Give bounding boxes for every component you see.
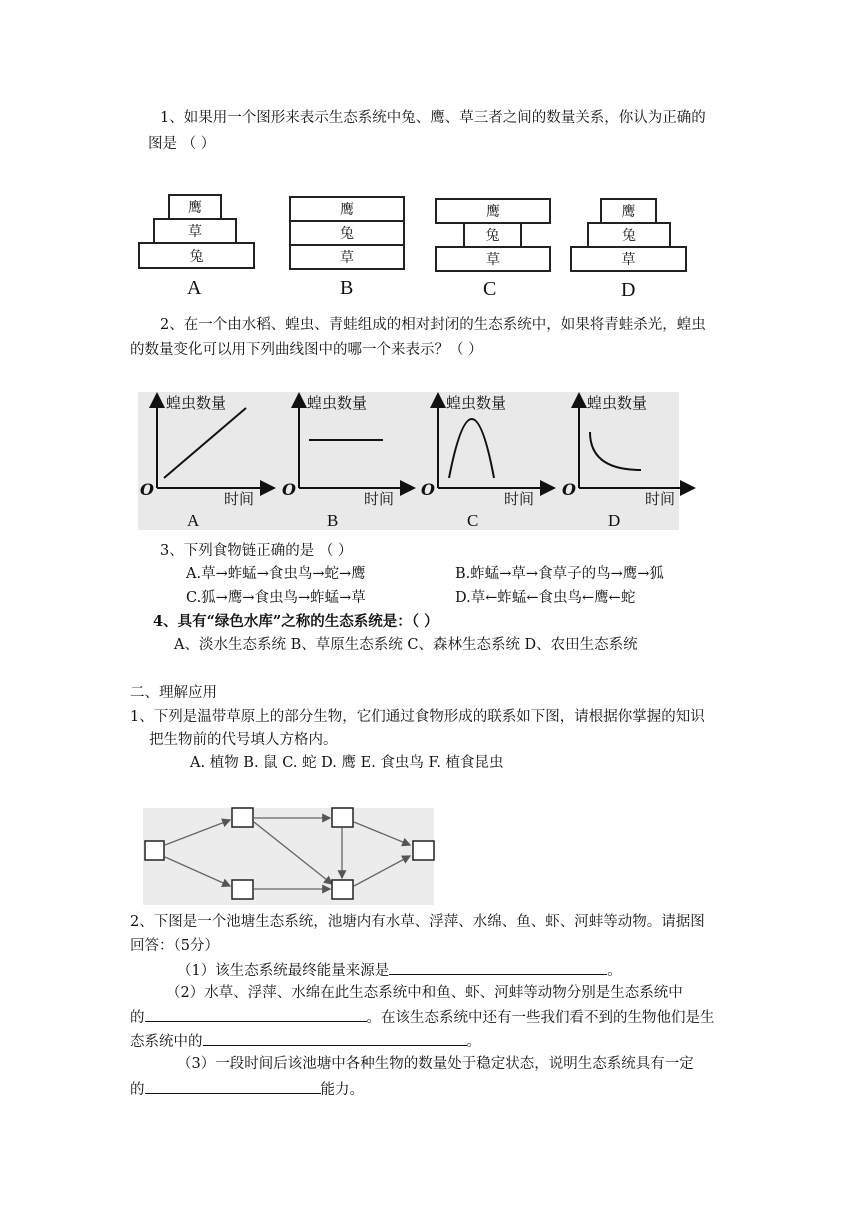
food-web-box-left[interactable] — [145, 841, 164, 860]
s2-p2-s2-end: 。 — [466, 1034, 481, 1050]
s2-p2-s3-line2 — [130, 1078, 364, 1100]
s2-p2-s1 — [177, 959, 622, 981]
graph-a-ylabel: 蝗虫数量 — [166, 394, 227, 412]
pyramid-d-level-bottom: 草 — [570, 246, 687, 272]
pyramid-c-level-mid: 兔 — [463, 222, 522, 248]
graph-a-option: A — [187, 511, 200, 530]
food-web-box-top-left[interactable] — [232, 808, 253, 827]
s2-p2-s2-de: 的 — [130, 1010, 145, 1026]
s2-p1-line1: 1、下列是温带草原上的部分生物，它们通过食物形成的联系如下图，请根据你掌握的知识 — [130, 709, 705, 725]
answer-blank-regulation[interactable] — [145, 1078, 321, 1094]
s2-p2-s2-mid: 。在该生态系统中还有一些我们看不到的生物他们是生 — [366, 1010, 715, 1026]
s2-p2-s3-line1: （3）一段时间后该池塘中各种生物的数量处于稳定状态，说明生态系统具有一定 — [177, 1056, 694, 1072]
graph-d-option: D — [608, 511, 621, 530]
q3-option-b: B.蚱蜢→草→食草子的鸟→鹰→狐 — [455, 566, 664, 582]
s2-p2-line1: 2、下图是一个池塘生态系统，池塘内有水草、浮萍、水绵、鱼、虾、河蚌等动物。请据图 — [130, 914, 705, 930]
food-web-box-bottom-right[interactable] — [332, 880, 353, 899]
pyramid-a-level-top: 鹰 — [168, 194, 222, 220]
option-b-label: B — [340, 277, 354, 299]
q2-line1: 2、在一个由水稻、蝗虫、青蛙组成的相对封闭的生态系统中，如果将青蛙杀光，蝗虫 — [160, 317, 706, 333]
s2-p2-s2-line2 — [130, 1006, 715, 1028]
s2-p1-line2: 把生物前的代号填人方格内。 — [149, 732, 338, 748]
graph-b-option: B — [327, 511, 339, 530]
q4-stem: 4、具有“绿色水库”之称的生态系统是：（ ） — [153, 613, 439, 630]
s2-p2-line2: 回答：（5分） — [130, 938, 219, 954]
s2-p2-s3-end: 能力。 — [320, 1082, 364, 1098]
q1-line2: 图是 （ ） — [148, 136, 216, 152]
graph-b-ylabel: 蝗虫数量 — [307, 394, 368, 412]
graph-c-xlabel: 时间 — [504, 490, 535, 508]
food-web-box-top-right[interactable] — [332, 808, 353, 827]
food-web-box-bottom-left[interactable] — [232, 880, 253, 899]
pyramid-b-level-top: 鹰 — [289, 196, 405, 222]
option-d-label: D — [621, 279, 636, 301]
q1-line1: 1、如果用一个图形来表示生态系统中兔、鹰、草三者之间的数量关系，你认为正确的 — [160, 110, 706, 126]
s2-p2-s3-de: 的 — [130, 1082, 145, 1098]
s2-p2-s2-line1: （2）水草、浮萍、水绵在此生态系统中和鱼、虾、河蚌等动物分别是生态系统中 — [166, 985, 683, 1001]
graph-b-origin: O — [282, 480, 296, 499]
section2-title: 二、理解应用 — [130, 685, 217, 701]
answer-blank-roles[interactable] — [145, 1006, 367, 1022]
pyramid-d-level-top: 鹰 — [600, 198, 657, 224]
graph-c-origin: O — [421, 480, 435, 499]
q3-option-d: D.草←蚱蜢←食虫鸟←鹰←蛇 — [455, 590, 636, 606]
answer-blank-decomposers[interactable] — [203, 1030, 467, 1046]
q3-option-c: C.狐→鹰→食虫鸟→蚱蜢→草 — [186, 590, 366, 606]
pyramid-a-level-bottom: 兔 — [138, 242, 255, 269]
s2-p1-options: A. 植物 B. 鼠 C. 蛇 D. 鹰 E. 食虫鸟 F. 植食昆虫 — [190, 755, 504, 771]
pyramid-b-level-bottom: 草 — [289, 244, 405, 270]
graph-a-origin: O — [140, 480, 154, 499]
graph-a-xlabel: 时间 — [224, 490, 255, 508]
q2-line2: 的数量变化可以用下列曲线图中的哪一个来表示？（ ） — [130, 342, 483, 358]
s2-p2-s2-line3 — [130, 1030, 481, 1052]
q4-options: A、淡水生态系统 B、草原生态系统 C、森林生态系统 D、农田生态系统 — [174, 637, 638, 653]
graph-d-ylabel: 蝗虫数量 — [587, 394, 648, 412]
s2-p2-s1-end: 。 — [607, 963, 622, 979]
pyramid-c-level-top: 鹰 — [435, 198, 551, 224]
pyramid-d-level-mid: 兔 — [587, 222, 671, 248]
graph-d-origin: O — [562, 480, 576, 499]
q3-option-a: A.草→蚱蜢→食虫鸟→蛇→鹰 — [186, 566, 366, 582]
option-c-label: C — [483, 278, 497, 300]
food-web-box-right[interactable] — [413, 841, 434, 860]
pyramid-a-level-mid: 草 — [153, 218, 237, 244]
answer-blank-energy-source[interactable] — [389, 959, 607, 975]
graph-c-ylabel: 蝗虫数量 — [446, 394, 507, 412]
option-a-label: A — [187, 277, 202, 299]
q3-stem: 3、下列食物链正确的是 （ ） — [160, 543, 353, 559]
s2-p2-s1-text: （1）该生态系统最终能量来源是 — [177, 963, 390, 979]
s2-p2-s2-line3-text: 态系统中的 — [130, 1034, 203, 1050]
graph-b-xlabel: 时间 — [364, 490, 395, 508]
pyramid-c-level-bottom: 草 — [435, 246, 551, 272]
pyramid-b-level-mid: 兔 — [289, 220, 405, 246]
graph-c-option: C — [467, 511, 479, 530]
graph-d-xlabel: 时间 — [645, 490, 676, 508]
